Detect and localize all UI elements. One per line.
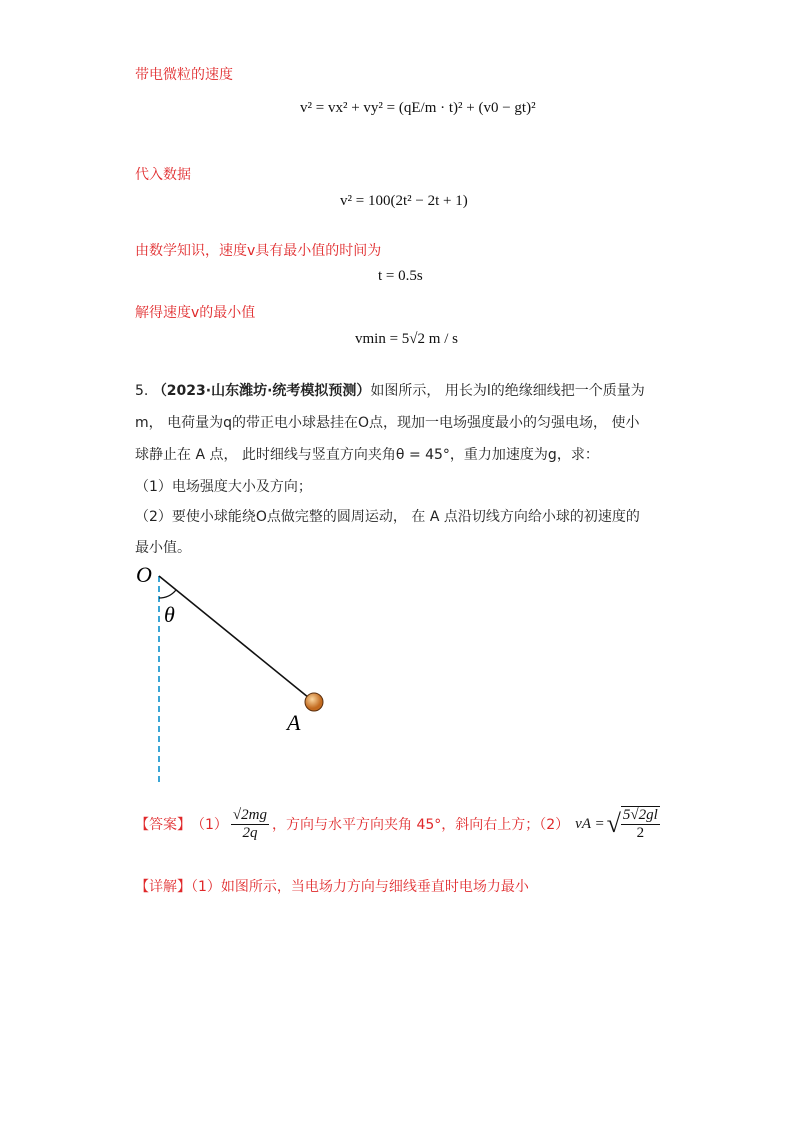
sqrt-sign: √: [606, 809, 621, 838]
label-O: O: [136, 562, 152, 587]
answer-vA: vA =: [575, 815, 605, 832]
solution-line-4: 解得速度v的最小值: [135, 305, 256, 321]
detail-line: [135, 876, 529, 896]
ball: [305, 693, 323, 711]
answer-part-1: （1）: [191, 817, 228, 833]
problem-line-1: [135, 380, 645, 400]
frac1-numerator: √2mg: [232, 806, 267, 823]
detail-text: （1）如图所示，当电场力方向与细线垂直时电场力最小: [191, 879, 529, 895]
answer-line: [135, 806, 663, 842]
formula-velocity-text: v² = vx² + vy² = (qE/m · t)² + (v0 − gt)²: [300, 100, 536, 116]
solution-line-3: 由数学知识，速度v具有最小值的时间为: [135, 243, 382, 259]
formula-vmin: vmin = 5√2 m / s: [355, 331, 458, 347]
formula-time: t = 0.5s: [378, 268, 423, 284]
problem-line-3: 球静止在 A 点， 此时细线与竖直方向夹角θ = 45°，重力加速度为g，求：: [135, 447, 599, 463]
formula-velocity: [300, 100, 536, 117]
solution-line-1: 带电微粒的速度: [135, 67, 233, 83]
detail-tag: 【详解】: [135, 879, 191, 895]
problem-text-1: 如图所示， 用长为l的绝缘细线把一个质量为: [370, 383, 645, 399]
answer-fraction-2: [621, 806, 660, 842]
question-1: （1）电场强度大小及方向；: [135, 479, 312, 495]
formula-substitute: v² = 100(2t² − 2t + 1): [340, 193, 468, 209]
solution-line-2: 代入数据: [135, 167, 191, 183]
label-A: A: [287, 710, 301, 735]
question-2: （2）要使小球能绕O点做完整的圆周运动， 在 A 点沿切线方向给小球的初速度的: [135, 509, 640, 525]
answer-text: ，方向与水平方向夹角 45°，斜向右上方；（2）: [272, 817, 570, 833]
label-theta: θ: [164, 602, 175, 627]
problem-number: 5.: [135, 383, 149, 399]
frac2-denominator: 2: [636, 825, 645, 841]
problem-source: （2023·山东潍坊·统考模拟预测）: [152, 383, 371, 399]
problem-line-2: m， 电荷量为q的带正电小球悬挂在O点，现加一电场强度最小的匀强电场， 使小: [135, 415, 640, 431]
pendulum-diagram: [130, 560, 350, 790]
answer-tag: 【答案】: [135, 817, 191, 833]
string-line: [159, 576, 314, 702]
frac2-numerator: 5√2gl: [622, 807, 658, 823]
frac1-denominator: 2q: [242, 824, 258, 841]
angle-arc: [159, 590, 176, 598]
answer-fraction-1: [231, 807, 269, 842]
question-2-cont: 最小值。: [135, 540, 191, 556]
